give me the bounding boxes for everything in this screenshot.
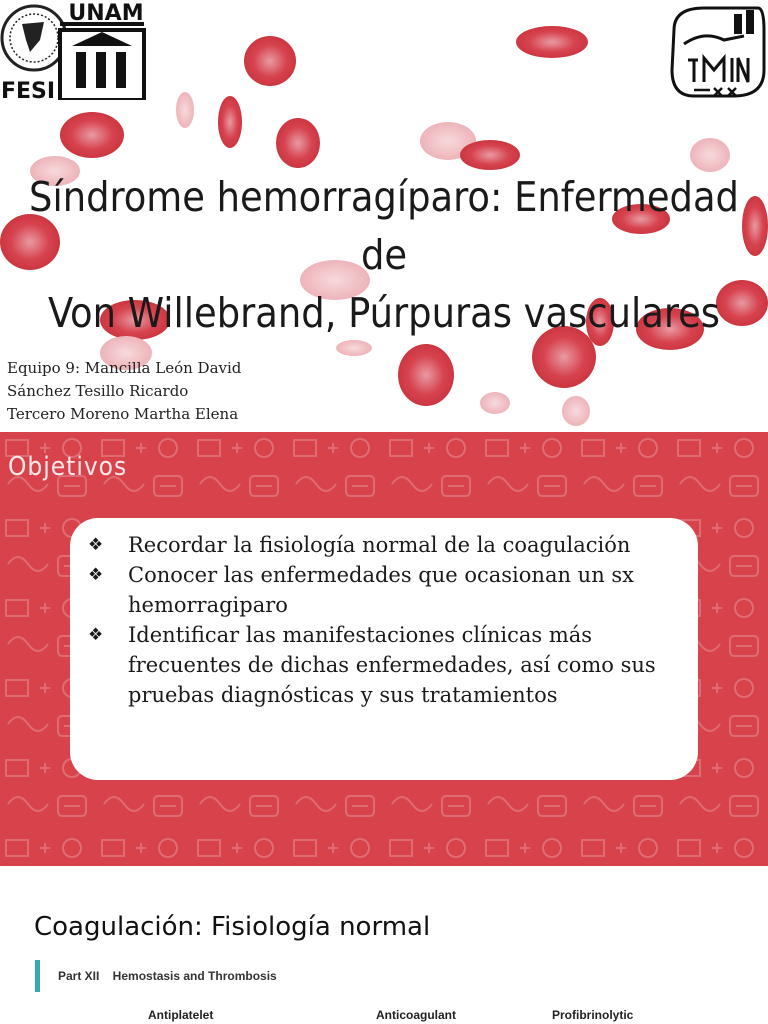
objective-text: Conocer las enfermedades que ocasionan un sx hemorragiparo [128, 563, 635, 617]
accent-bar [35, 960, 40, 992]
objective-item [88, 620, 668, 710]
red-blood-cell [60, 112, 124, 158]
red-blood-cell [244, 36, 296, 86]
red-blood-cell [398, 344, 454, 406]
objectives-title: Objetivos [8, 452, 128, 482]
coagulation-slide [0, 866, 768, 1024]
coagulation-title: Coagulación: Fisiología normal [34, 912, 431, 942]
cim-logo [664, 0, 768, 100]
red-blood-cell [562, 396, 590, 426]
team-member: Equipo 9: Mancilla León David [7, 359, 242, 377]
red-blood-cell [480, 392, 510, 414]
team-members [7, 357, 241, 426]
objectives-box [70, 518, 698, 780]
diamond-bullet-icon: ❖ [88, 565, 104, 585]
column-header: Antiplatelet [148, 1008, 214, 1022]
unam-text: UNAM [68, 1, 144, 26]
fesi-text: FESI [0, 79, 56, 100]
team-member: Tercero Moreno Martha Elena [7, 405, 239, 423]
red-blood-cell [336, 340, 372, 356]
red-blood-cell [276, 118, 320, 168]
objective-item [88, 530, 668, 560]
presentation-title [20, 168, 748, 342]
red-blood-cell [176, 92, 194, 128]
title-line-2: Von Willebrand, Púrpuras vasculares [47, 289, 720, 337]
red-blood-cell [516, 26, 588, 58]
objective-item [88, 560, 668, 620]
red-blood-cell [690, 138, 730, 172]
objectives-slide [0, 432, 768, 866]
objective-text: Recordar la fisiología normal de la coagulación [128, 533, 631, 557]
part-label: Part XII Hemostasis and Thrombosis [58, 969, 277, 983]
diamond-bullet-icon: ❖ [88, 625, 104, 645]
objectives-list [70, 518, 698, 710]
diamond-bullet-icon: ❖ [88, 535, 104, 555]
red-blood-cell [218, 96, 242, 148]
column-header: Profibrinolytic [552, 1008, 634, 1022]
unam-fesi-logo [0, 0, 150, 100]
column-header: Anticoagulant [376, 1008, 456, 1022]
objective-text: Identificar las manifestaciones clínicas más frecuentes de dichas enfermedades, así como sus pruebas diagnósticas y sus tratamientos [128, 623, 656, 707]
title-slide [0, 0, 768, 432]
title-line-1: Síndrome hemorragíparo: Enfermedad de [29, 173, 739, 279]
red-blood-cell [460, 140, 520, 170]
team-member: Sánchez Tesillo Ricardo [7, 382, 189, 400]
